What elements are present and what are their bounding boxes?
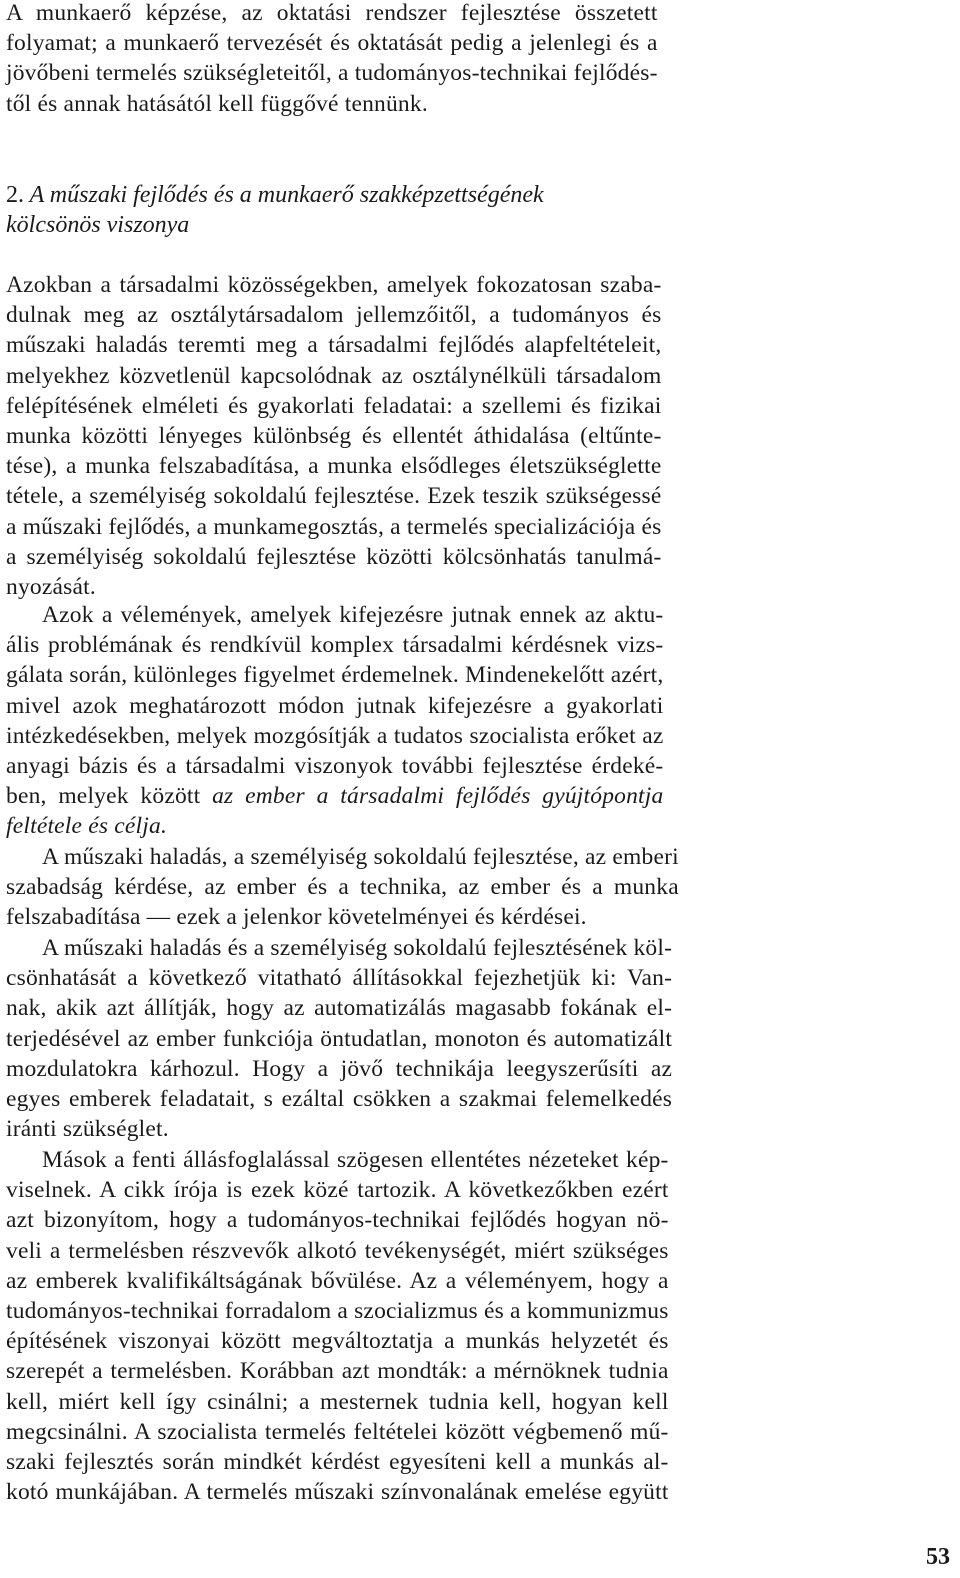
text-line: építésének viszonyai között megváltoztatja a munkás helyzetét és (6, 1328, 669, 1355)
text-line: munka közötti lényeges különbség és ellentét áthidalása (eltűnte- (6, 423, 662, 450)
text-line: szerepét a termelésben. Korábban azt mondták: a mérnöknek tudnia (6, 1358, 669, 1385)
text-line: szabadság kérdése, az ember és a technika, az ember és a munka (6, 874, 679, 901)
paragraph-body (6, 1145, 669, 1507)
paragraph-body (6, 600, 663, 842)
text-line: A műszaki haladás, a személyiség sokoldalú fejlesztése, az emberi (42, 844, 679, 870)
text-line: melyekhez közvetlenül kapcsolódnak az osztálynélküli társadalom (6, 362, 662, 389)
paragraph-intro (6, 0, 658, 119)
text-line: ális problémának és rendkívül komplex társadalmi kérdésnek vizs- (6, 632, 664, 659)
text-line: folyamat; a munkaerő tervezését és oktatását pedig a jelenlegi és a (6, 30, 658, 57)
text-line: A munkaerő képzése, az oktatási rendszer fejlesztése összetett (6, 0, 658, 26)
text-line: Azok a vélemények, amelyek kifejezésre jutnak ennek az aktu- (42, 602, 664, 628)
text-line: tétele, a személyiség sokoldalú fejlesztése. Ezek teszik szükségessé (6, 483, 662, 510)
text-line: dulnak meg az osztálytársadalom jellemzőitől, a tudományos és (6, 302, 662, 329)
text-line: Azokban a társadalmi közösségekben, amelyek fokozatosan szaba- (6, 272, 662, 298)
text-line: felépítésének elméleti és gyakorlati feladatai: a szellemi és fizikai (6, 392, 662, 419)
paragraph-body (6, 270, 661, 602)
paragraph-body (6, 933, 672, 1144)
text-line: csönhatását a következő vitatható állításokkal fejezhetjük ki: Van- (6, 965, 673, 992)
text-line: veli a termelésben részvevők alkotó tevékenységét, miért szükséges (6, 1237, 669, 1264)
text-line: az emberek kvalifikáltságának bővülése. Az a véleményem, hogy a (6, 1267, 669, 1294)
text-line: anyagi bázis és a társadalmi viszonyok további fejlesztése érdeké- (6, 753, 664, 780)
section-title-line: kölcsönös viszonya (6, 212, 190, 238)
text-line: felszabadítása — ezek a jelenkor követelményei és kérdései. (6, 904, 587, 931)
text-line (6, 781, 663, 811)
emphasis-text: feltétele és célja. (6, 813, 168, 840)
text-line: szaki fejlesztés során mindkét kérdést egyesíteni kell a munkás al- (6, 1449, 669, 1476)
text-line: megcsinálni. A szocialista termelés feltételei között végbemenő mű- (6, 1418, 669, 1445)
text-line: egyes emberek feladatait, s ezáltal csökken a szakmai felemelkedés (6, 1086, 673, 1113)
text-line: től és annak hatásától kell függővé tennünk. (6, 90, 428, 117)
emphasis-text: az ember a társadalmi fejlődés gyújtópontja (212, 783, 664, 810)
text-line: a műszaki fejlődés, a munkamegosztás, a termelés specializációja és (6, 513, 662, 540)
text-line: nyozását. (6, 574, 96, 601)
text-line: A műszaki haladás és a személyiség sokoldalú fejlesztésének köl- (42, 935, 673, 961)
text-line: iránti szükséglet. (6, 1116, 169, 1143)
text-line: mivel azok meghatározott módon jutnak kifejezésre a gyakorlati (6, 692, 664, 719)
text-line: mozdulatokra kárhozul. Hogy a jövő technikája leegyszerűsíti az (6, 1055, 673, 1082)
text-line: azt bizonyítom, hogy a tudományos-technikai fejlődés hogyan nö- (6, 1207, 669, 1234)
text-line: tése), a munka felszabadítása, a munka elsődleges életszükséglette (6, 453, 662, 480)
text-line: a személyiség sokoldalú fejlesztése közötti kölcsönhatás tanulmá- (6, 543, 662, 570)
page-number: 53 (926, 1544, 950, 1570)
text-line: terjedésével az ember funkciója öntudatlan, monoton és automatizált (6, 1025, 673, 1052)
text-line: nak, akik azt állítják, hogy az automatizálás magasabb fokának el- (6, 995, 673, 1022)
text-line: műszaki haladás teremti meg a társadalmi fejlődés alapfeltételeit, (6, 332, 662, 359)
text-line: kell, miért kell így csinálni; a mesternek tudnia kell, hogyan kell (6, 1388, 669, 1415)
text-line: gálata során, különleges figyelmet érdemelnek. Mindenekelőtt azért, (6, 662, 664, 689)
section-heading (6, 180, 544, 240)
paragraph-body (6, 842, 679, 933)
section-title-line: A műszaki fejlődés és a munkaerő szakképzettségének (29, 182, 544, 208)
text-line: jövőbeni termelés szükségleteitől, a tudományos-technikai fejlődés- (6, 60, 658, 87)
text-line: viselnek. A cikk írója is ezek közé tartozik. A következőkben ezért (6, 1177, 669, 1204)
text-line: Mások a fenti állásfoglalással szögesen ellentétes nézeteket kép- (42, 1147, 669, 1173)
text-run: ben, melyek között (6, 783, 213, 810)
text-line: kotó munkájában. A termelés műszaki színvonalának emelése együtt (6, 1479, 669, 1506)
text-line: intézkedésekben, melyek mozgósítják a tudatos szocialista erőket az (6, 722, 664, 749)
section-number: 2. (6, 182, 24, 208)
text-line: tudományos-technikai forradalom a szocializmus és a kommunizmus (6, 1298, 669, 1325)
